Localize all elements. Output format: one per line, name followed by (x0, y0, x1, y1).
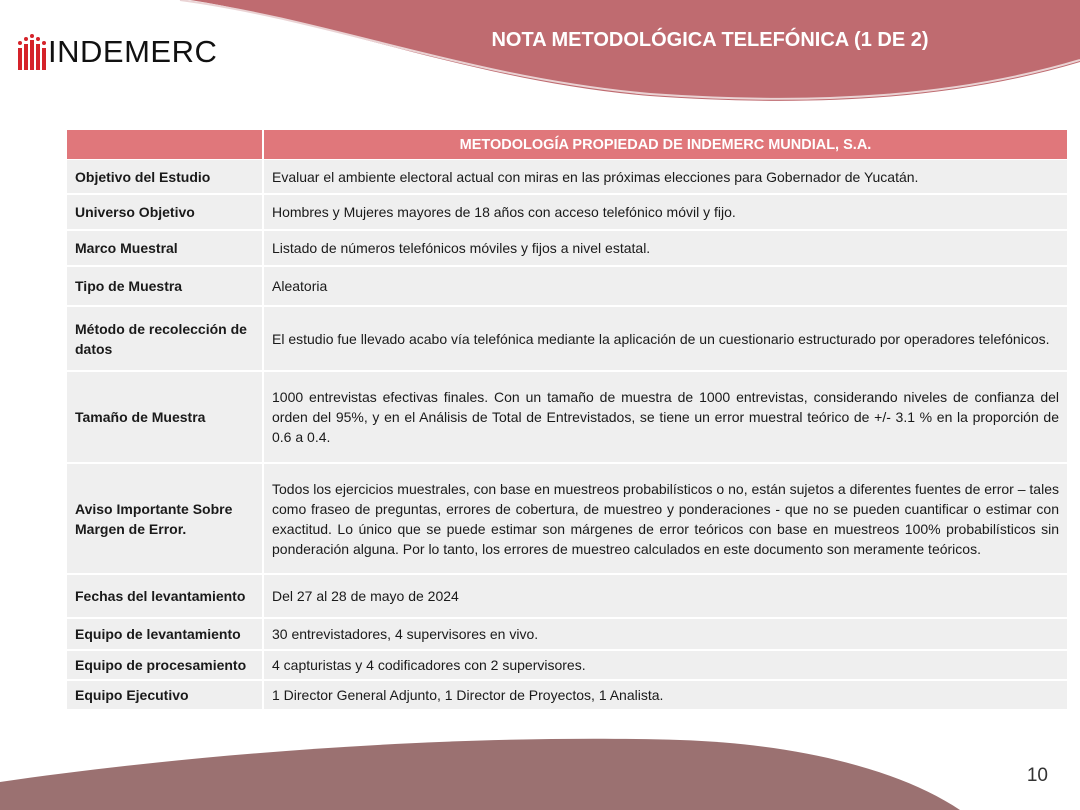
row-label: Equipo Ejecutivo (67, 681, 264, 711)
table-row (67, 464, 1067, 575)
row-value: Todos los ejercicios muestrales, con base en muestreos probabilísticos o no, están sujetos a diferentes fuentes de error – tales como fraseo de preguntas, errores de cobertura, de muestreo y ponderaciones - que no se pueden cuantificar o estimar con exactitud. Lo único que se puede estimar son márgenes de error teóricos con base en muestreos 100% probabilísticos sin ponderación alguna. Por lo tanto, los errores de muestreo calculados en este documento son meramente teóricos. (264, 464, 1067, 575)
row-label: Equipo de levantamiento (67, 619, 264, 651)
row-label: Fechas del levantamiento (67, 575, 264, 619)
row-label: Aviso Importante Sobre Margen de Error. (67, 464, 264, 575)
table-row (67, 681, 1067, 711)
row-label: Marco Muestral (67, 231, 264, 267)
page-title: NOTA METODOLÓGICA TELEFÓNICA (1 DE 2) (491, 29, 929, 51)
row-value: 30 entrevistadores, 4 supervisores en vivo. (264, 619, 1067, 651)
row-label: Método de recolección de datos (67, 307, 264, 372)
row-label: Objetivo del Estudio (67, 160, 264, 195)
row-label: Universo Objetivo (67, 195, 264, 231)
table-row (67, 231, 1067, 267)
table-row (67, 372, 1067, 464)
logo-bars-icon (18, 34, 46, 70)
row-value: 1 Director General Adjunto, 1 Director de Proyectos, 1 Analista. (264, 681, 1067, 711)
table-row (67, 619, 1067, 651)
table-row (67, 651, 1067, 681)
row-value: 1000 entrevistas efectivas finales. Con un tamaño de muestra de 1000 entrevistas, considerando niveles de confianza del orden del 95%, y en el Análisis de Total de Entrevistados, se tiene un error muestral teórico de +/- 3.1 % en la proporción de 0.6 a 0.4. (264, 372, 1067, 464)
table-row (67, 575, 1067, 619)
row-value: El estudio fue llevado acabo vía telefónica mediante la aplicación de un cuestionario estructurado por operadores telefónicos. (264, 307, 1067, 372)
methodology-table (67, 130, 1067, 711)
table-header-corner (67, 130, 264, 160)
row-value: Listado de números telefónicos móviles y fijos a nivel estatal. (264, 231, 1067, 267)
row-value: Del 27 al 28 de mayo de 2024 (264, 575, 1067, 619)
row-value: Hombres y Mujeres mayores de 18 años con acceso telefónico móvil y fijo. (264, 195, 1067, 231)
table-header-title: METODOLOGÍA PROPIEDAD DE INDEMERC MUNDIAL, S.A. (264, 130, 1067, 160)
table-header-row (67, 130, 1067, 160)
table-row (67, 307, 1067, 372)
row-value: 4 capturistas y 4 codificadores con 2 supervisores. (264, 651, 1067, 681)
footer-wave (0, 730, 1080, 810)
page-number: 10 (1026, 765, 1048, 786)
table-row (67, 267, 1067, 307)
row-label: Equipo de procesamiento (67, 651, 264, 681)
indemerc-logo (18, 32, 217, 72)
table-row (67, 195, 1067, 231)
row-value: Evaluar el ambiente electoral actual con miras en las próximas elecciones para Gobernador de Yucatán. (264, 160, 1067, 195)
row-value: Aleatoria (264, 267, 1067, 307)
table-row (67, 160, 1067, 195)
logo-text: INDEMERC (48, 34, 218, 69)
row-label: Tamaño de Muestra (67, 372, 264, 464)
row-label: Tipo de Muestra (67, 267, 264, 307)
